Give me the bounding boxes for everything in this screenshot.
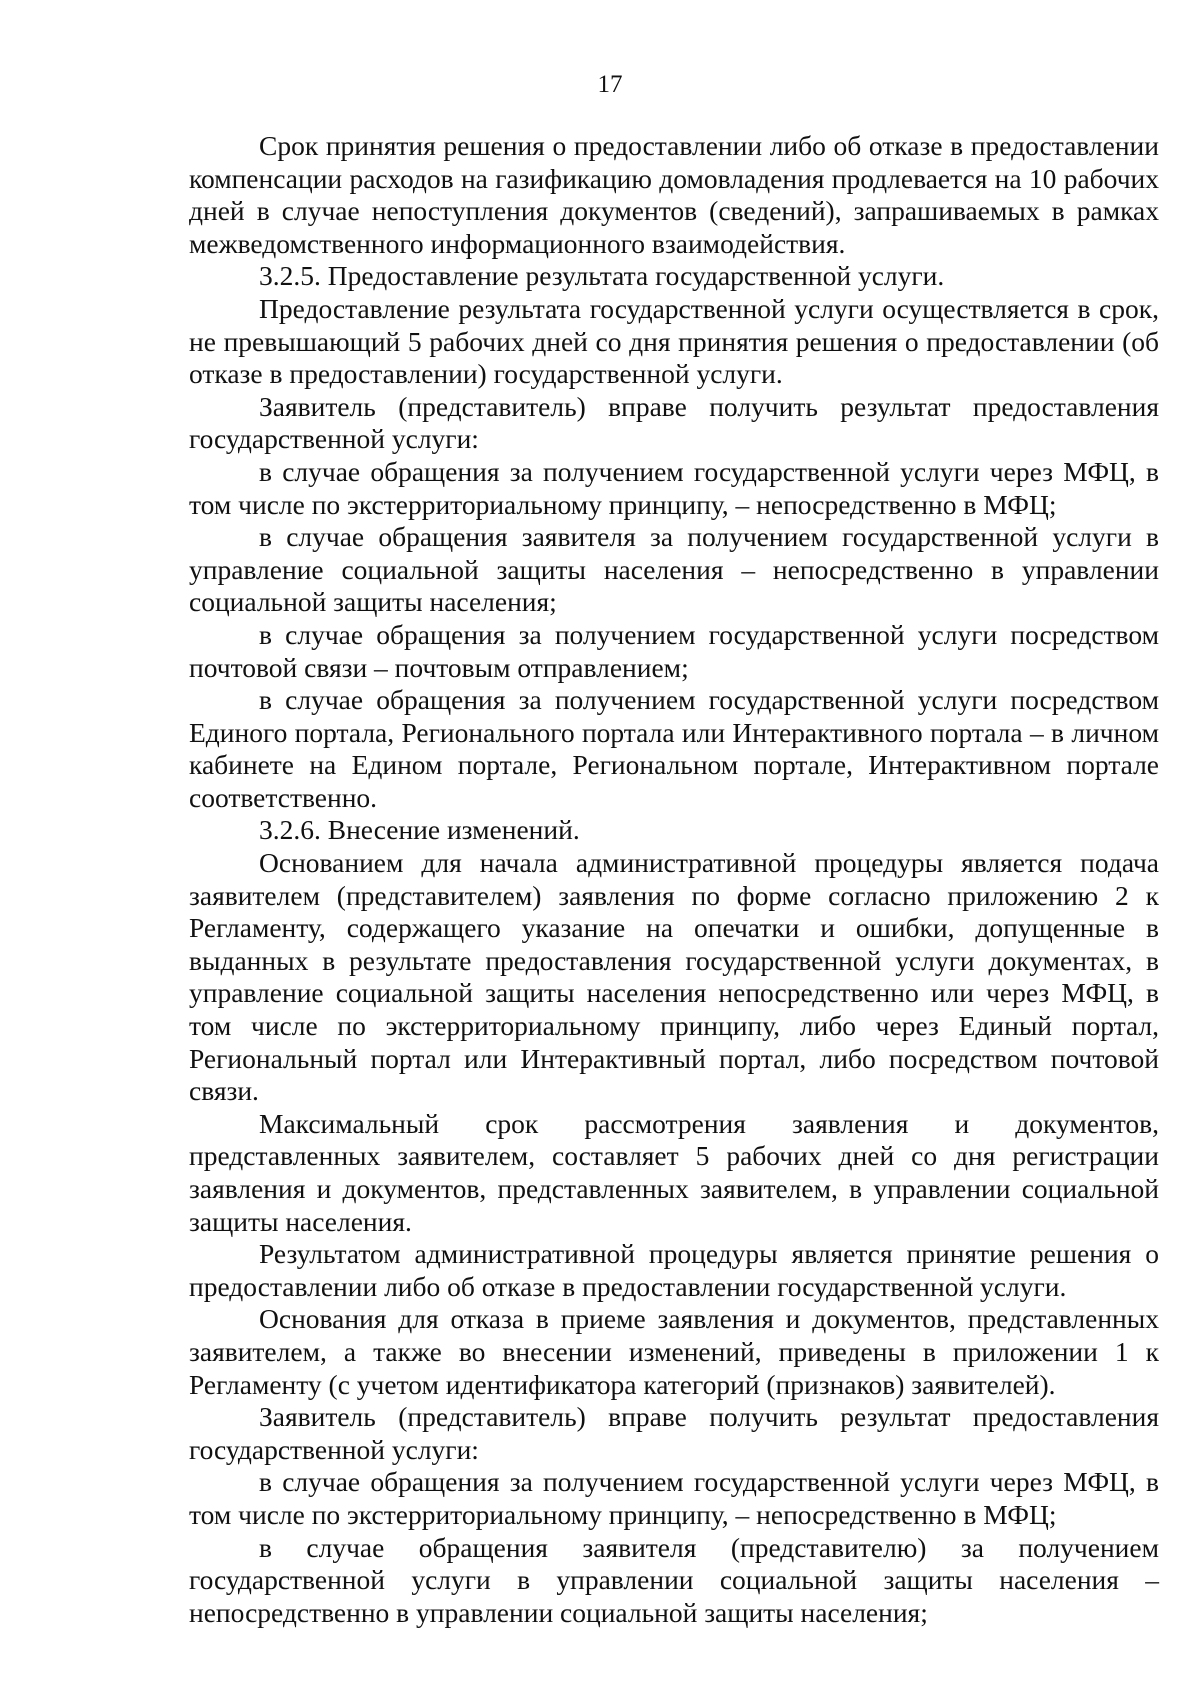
paragraph-max-review-term: Максимальный срок рассмотрения заявления и документов, представленных заявителем, составляет 5 рабочих дней со дня регистрации заявления и документов, представленных заявителем, в управлении социальной защиты населения. — [189, 1107, 1159, 1237]
paragraph-decision-term: Срок принятия решения о предоставлении либо об отказе в предоставлении компенсации расходов на газификацию домовладения продлевается на 10 рабочих дней в случае непоступления документов (сведений), запрашиваемых в рамках межведомственного информационного взаимодействия. — [189, 130, 1159, 259]
list-item-postal: в случае обращения за получением государственной услуги посредством почтовой связи – почтовым отправлением; — [189, 618, 1159, 683]
list-item-social-protection: в случае обращения заявителя за получением государственной услуги в управление социальной защиты населения – непосредственно в управлении социальной защиты населения; — [189, 521, 1159, 618]
paragraph-applicant-rights-2: Заявитель (представитель) вправе получить результат предоставления государственной услуги: — [189, 1401, 1159, 1465]
section-heading-3-2-5: 3.2.5. Предоставление результата государственной услуги. — [259, 260, 945, 292]
paragraph-refusal-grounds: Основания для отказа в приеме заявления и документов, представленных заявителем, а также во внесении изменений, приведены в приложении 1 к Регламенту (с учетом идентификатора категорий (признаков) заявителей). — [189, 1303, 1159, 1400]
list-item-mfc-2: в случае обращения за получением государственной услуги через МФЦ, в том числе по экстерриториальному принципу, – непосредственно в МФЦ; — [189, 1466, 1159, 1530]
list-item-mfc: в случае обращения за получением государственной услуги через МФЦ, в том числе по экстерриториальному принципу, – непосредственно в МФЦ; — [189, 455, 1159, 520]
paragraph-result-term: Предоставление результата государственной услуги осуществляется в срок, не превышающий 5 рабочих дней со дня принятия решения о предоставлении (об отказе в предоставлении) государственной услуги. — [189, 292, 1159, 390]
paragraph-changes-basis: Основанием для начала административной процедуры является подача заявителем (представителем) заявления по форме согласно приложению 2 к Регламенту, содержащего указание на опечатки и ошибки, допущенные в выданных в результате предоставления государственной услуги документах, в управление социальной защиты населения непосредственно или через МФЦ, в том числе по экстерриториальному принципу, либо через Единый портал, Региональный портал или Интерактивный портал, либо посредством почтовой связи. — [189, 847, 1159, 1107]
section-heading-3-2-6: 3.2.6. Внесение изменений. — [259, 814, 580, 846]
paragraph-applicant-rights: Заявитель (представитель) вправе получить результат предоставления государственной услуги: — [189, 390, 1159, 455]
document-body — [189, 130, 1159, 1629]
page-number: 17 — [597, 71, 623, 98]
list-item-social-protection-2: в случае обращения заявителя (представителю) за получением государственной услуги в управлении социальной защиты населения – непосредственно в управлении социальной защиты населения; — [189, 1531, 1159, 1628]
list-item-portal: в случае обращения за получением государственной услуги посредством Единого портала, Регионального портала или Интерактивного портала – в личном кабинете на Едином портале, Региональном портале, Интерактивном портале соответственно. — [189, 684, 1159, 813]
paragraph-procedure-result: Результатом административной процедуры является принятие решения о предоставлении либо об отказе в предоставлении государственной услуги. — [189, 1238, 1159, 1302]
